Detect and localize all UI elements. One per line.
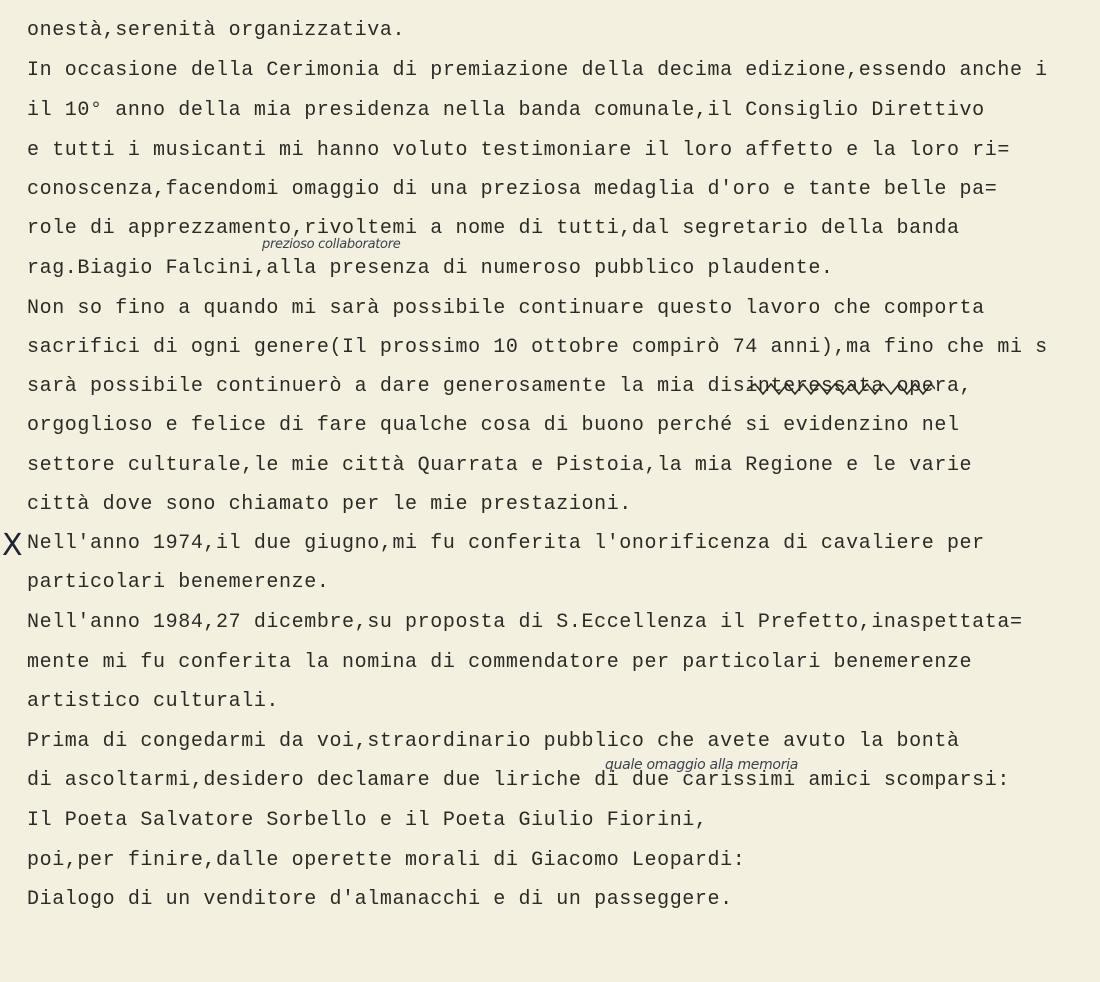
text-line: Prima di congedarmi da voi,straordinario pubblico che avete avuto la bontà xyxy=(27,730,960,753)
text-line: poi,per finire,dalle operette morali di Giacomo Leopardi: xyxy=(27,849,746,872)
text-line: città dove sono chiamato per le mie prestazioni. xyxy=(27,493,632,516)
text-line: Non so fino a quando mi sarà possibile continuare questo lavoro che comporta xyxy=(27,297,985,320)
text-line: In occasione della Cerimonia di premiazione della decima edizione,essendo anche i xyxy=(27,59,1048,82)
text-line: onestà,serenità organizzativa. xyxy=(27,19,406,42)
margin-x-mark: X xyxy=(2,528,23,563)
strikethrough-mark xyxy=(747,383,935,395)
text-line: Dialogo di un venditore d'almanacchi e di un passeggere. xyxy=(27,888,733,911)
text-line: e tutti i musicanti mi hanno voluto testimoniare il loro affetto e la loro ri= xyxy=(27,139,1010,162)
handwritten-note-collaboratore: prezioso collaboratore xyxy=(262,237,401,252)
text-line: Nell'anno 1984,27 dicembre,su proposta di S.Eccellenza il Prefetto,inaspettata= xyxy=(27,611,1023,634)
handwritten-note-memoria: quale omaggio alla memoria xyxy=(605,757,799,773)
text-line: sarà possibile continuerò a dare generosamente la mia disinteressata opera, xyxy=(27,375,973,398)
text-line: Il Poeta Salvatore Sorbello e il Poeta Giulio Fiorini, xyxy=(27,809,708,832)
text-line: di ascoltarmi,desidero declamare due liriche di due carissimi amici scomparsi: xyxy=(27,769,1010,792)
text-line: sacrifici di ogni genere(Il prossimo 10 ottobre compirò 74 anni),ma fino che mi s xyxy=(27,336,1048,359)
text-line: Nell'anno 1974,il due giugno,mi fu conferita l'onorificenza di cavaliere per xyxy=(27,532,985,555)
text-line: il 10° anno della mia presidenza nella banda comunale,il Consiglio Direttivo xyxy=(27,99,985,122)
text-line: conoscenza,facendomi omaggio di una preziosa medaglia d'oro e tante belle pa= xyxy=(27,178,998,201)
text-line: settore culturale,le mie città Quarrata e Pistoia,la mia Regione e le varie xyxy=(27,454,973,477)
text-line: artistico culturali. xyxy=(27,690,280,713)
text-line: orgoglioso e felice di fare qualche cosa di buono perché si evidenzino nel xyxy=(27,414,960,437)
text-line: role di apprezzamento,rivoltemi a nome di tutti,dal segretario della banda xyxy=(27,217,960,240)
text-line: rag.Biagio Falcini,alla presenza di numeroso pubblico plaudente. xyxy=(27,257,834,280)
text-line: particolari benemerenze. xyxy=(27,571,330,594)
text-line: mente mi fu conferita la nomina di commendatore per particolari benemerenze xyxy=(27,651,973,674)
